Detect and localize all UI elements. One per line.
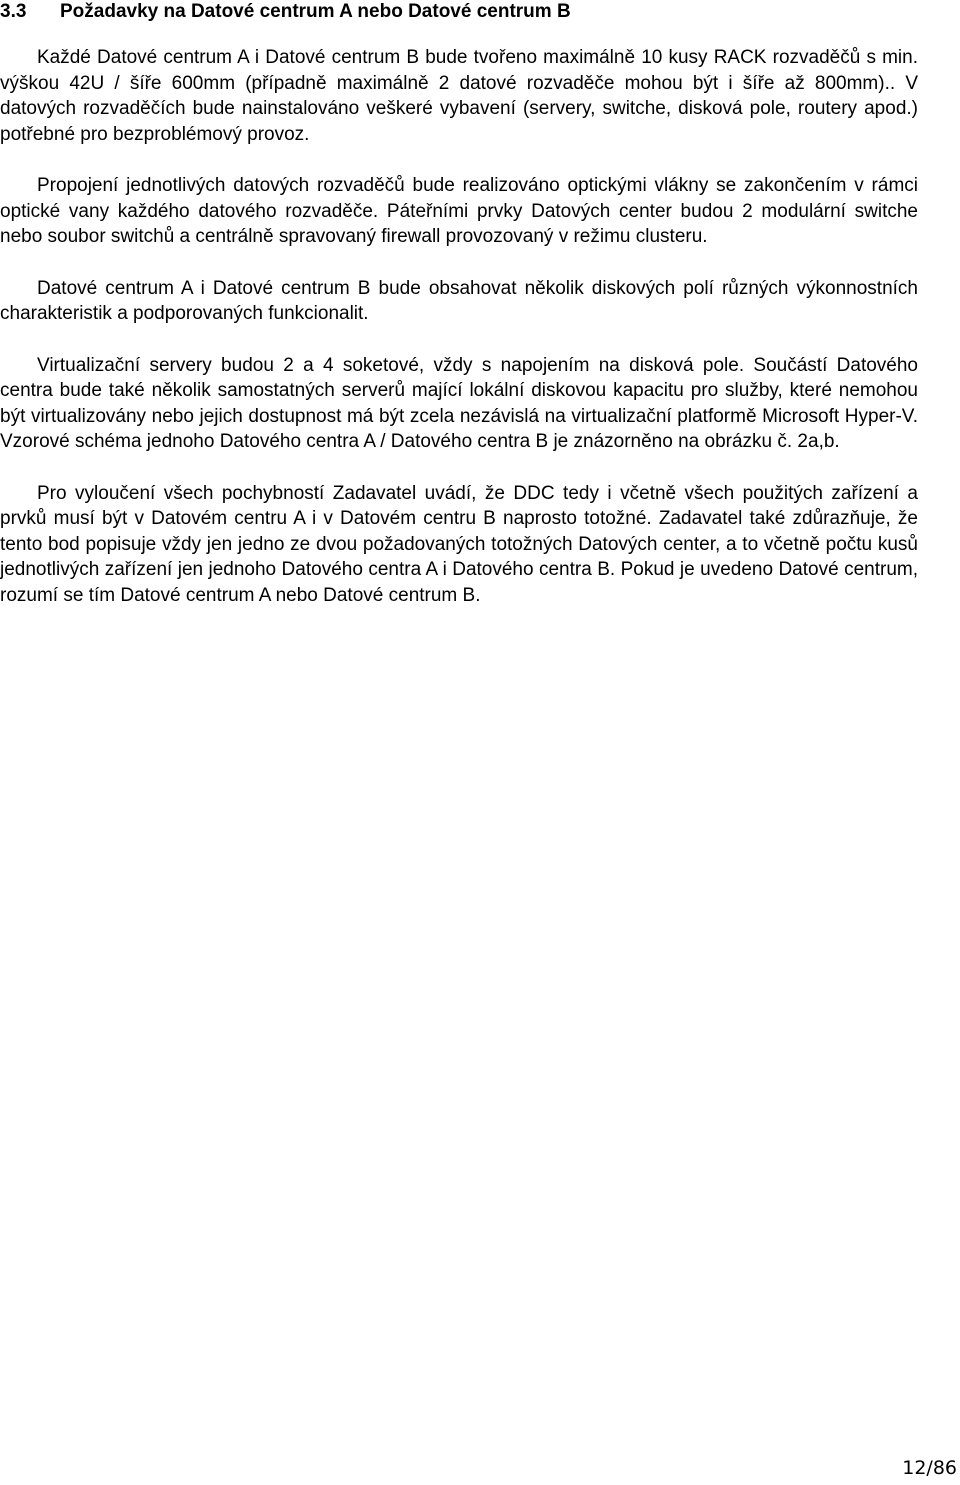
page-number: 12/86	[902, 1457, 957, 1479]
paragraph-rack-requirements: Každé Datové centrum A i Datové centrum B bude tvořeno maximálně 10 kusy RACK rozvaděčů s min. výškou 42U / šíře 600mm (případně maximálně 2 datové rozvaděče mohou být i šíře až 800mm).. V datových rozvaděčích bude nainstalováno veškeré vybavení (servery, switche, disková pole, routery apod.) potřebné pro bezproblémový provoz.	[0, 47, 918, 145]
paragraph-disk-arrays: Datové centrum A i Datové centrum B bude obsahovat několik diskových polí různých výkonnostních charakteristik a podporovaných funkcionalit.	[0, 277, 918, 324]
section-heading	[0, 1, 571, 23]
paragraph-optical-interconnect: Propojení jednotlivých datových rozvaděčů bude realizováno optickými vlákny se zakončením v rámci optické vany každého datového rozvaděče. Páteřními prvky Datových center budou 2 modulární switche nebo soubor switchů a centrálně spravovaný firewall provozovaný v režimu clusteru.	[0, 175, 918, 247]
paragraph-identical-datacenters: Pro vyloučení všech pochybností Zadavatel uvádí, že DDC tedy i včetně všech použitých zařízení a prvků musí být v Datovém centru A i v Datovém centru B naprosto totožné. Zadavatel také zdůrazňuje, že tento bod popisuje vždy jen jedno ze dvou požadovaných totožných Datových center, a to včetně počtu kusů jednotlivých zařízení jen jednoho Datového centra A i Datového centra B. Pokud je uvedeno Datové centrum, rozumí se tím Datové centrum A nebo Datové centrum B.	[0, 482, 918, 606]
section-body	[0, 45, 918, 634]
paragraph-virtualization-servers: Virtualizační servery budou 2 a 4 soketové, vždy s napojením na disková pole. Součástí Datového centra bude také několik samostatných serverů mající lokální diskovou kapacitu pro služby, které nemohou být virtualizovány nebo jejich dostupnost má být zcela nezávislá na virtualizační platformě Microsoft Hyper-V. Vzorové schéma jednoho Datového centra A / Datového centra B je znázorněno na obrázku č. 2a,b.	[0, 354, 918, 452]
section-number: 3.3	[0, 1, 27, 22]
section-title: Požadavky na Datové centrum A nebo Datové centrum B	[60, 1, 571, 22]
